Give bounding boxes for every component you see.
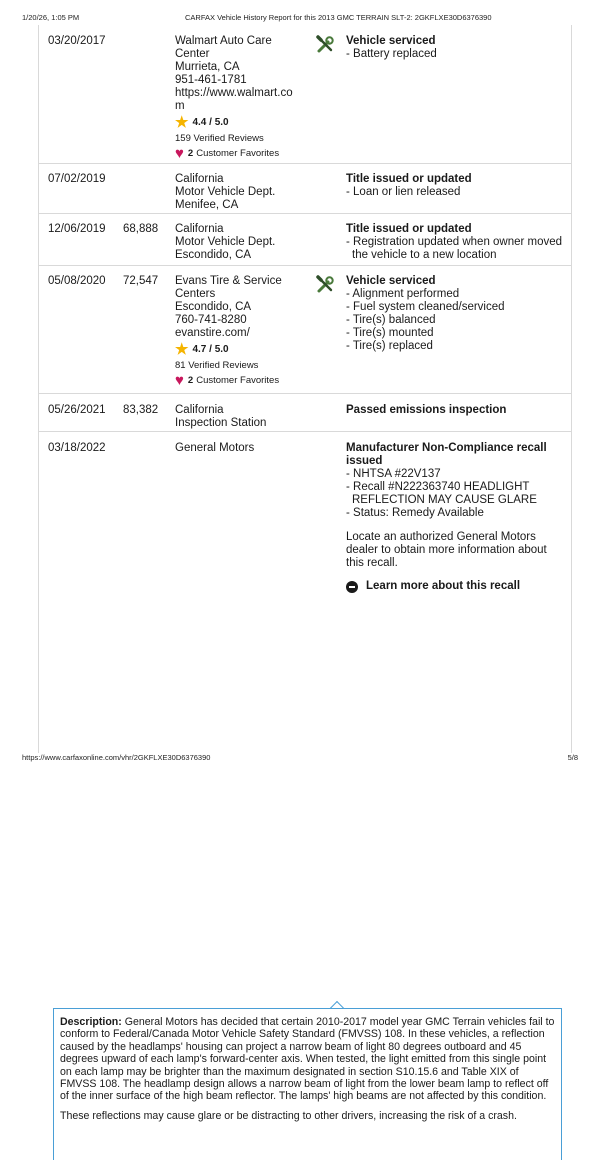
star-icon: ★ [175, 114, 189, 131]
list-item: - Alignment performed [346, 288, 566, 301]
table-row [39, 266, 571, 394]
wrench-screwdriver-icon [315, 275, 337, 299]
recall-description-panel [53, 1008, 562, 1160]
favorites-label: Customer Favorites [196, 375, 280, 386]
record-details [346, 35, 566, 61]
record-date: 03/20/2017 [48, 35, 106, 47]
source-line: California [175, 404, 224, 416]
event-title: Passed emissions inspection [346, 404, 507, 416]
source-line[interactable]: evanstire.com/ [175, 327, 250, 339]
record-source [175, 35, 315, 160]
record-date: 05/26/2021 [48, 404, 106, 416]
table-row [39, 214, 571, 266]
record-source [175, 173, 315, 212]
description-text-2: These reflections may cause glare or be distracting to other drivers, increasing the risk of a crash. [60, 1109, 517, 1122]
record-source [175, 223, 315, 262]
source-line: Menifee, CA [175, 199, 239, 211]
description-text [60, 1016, 555, 1103]
rating-value: 4.7 / 5.0 [192, 344, 229, 355]
source-line[interactable]: m [175, 100, 185, 112]
verified-reviews-link[interactable]: 81 Verified Reviews [175, 360, 259, 371]
rating [175, 343, 315, 356]
table-row [39, 164, 571, 214]
print-footer [22, 753, 578, 762]
list-item: - NHTSA #22V137 [346, 468, 566, 481]
list-item: - Fuel system cleaned/serviced [346, 301, 566, 314]
collapse-icon [346, 581, 358, 593]
list-item: - Status: Remedy Available [346, 507, 566, 520]
record-details [346, 275, 566, 353]
wrench-screwdriver-icon [315, 35, 337, 59]
record-date: 07/02/2019 [48, 173, 106, 185]
event-title: Vehicle serviced [346, 35, 436, 47]
source-line: Motor Vehicle Dept. [175, 186, 276, 198]
record-details [346, 442, 566, 593]
heart-icon: ♥ [175, 145, 184, 162]
source-line: Walmart Auto Care [175, 35, 272, 47]
event-title: Title issued or updated [346, 173, 472, 185]
heart-icon: ♥ [175, 372, 184, 389]
source-line: Evans Tire & Service [175, 275, 282, 287]
page-number: 5/8 [567, 753, 578, 762]
favorites-count: 2 [187, 148, 194, 159]
event-items [346, 236, 566, 262]
record-odometer: 68,888 [123, 223, 159, 235]
learn-more-button[interactable] [346, 580, 566, 593]
source-line: California [175, 223, 224, 235]
source-line: Murrieta, CA [175, 61, 240, 73]
source-line: Escondido, CA [175, 249, 252, 261]
event-title: Title issued or updated [346, 223, 472, 235]
source-line: General Motors [175, 442, 255, 454]
source-line: 951-461-1781 [175, 74, 247, 86]
list-item: - Registration updated when owner moved the vehicle to a new location [346, 236, 566, 262]
list-item: - Loan or lien released [346, 186, 566, 199]
source-line: Escondido, CA [175, 301, 252, 313]
record-details [346, 223, 566, 262]
learn-more-label: Learn more about this recall [366, 580, 521, 592]
event-items [346, 186, 566, 199]
rating [175, 116, 315, 129]
print-datetime: 1/20/26, 1:05 PM [22, 13, 80, 22]
customer-favorites [175, 374, 315, 387]
star-icon: ★ [175, 341, 189, 358]
description-body: General Motors has decided that certain 2010-2017 model year GMC Terrain vehicles fail to conform to Federal/Canada Motor Vehicle Safety Standard (FMVSS) 108. In these vehicles, a reflection caused by the headlamps' housing can project a narrow beam of light 80 degrees outboard and 45 degrees upward of each lamp's forward-center axis. When tested, the light emitted from this single point on each lamp may be brighter than the maximum designated in section S10.15.6 and Table XIX of FMVSS 108. The headlamp design allows a narrow beam of light from the lower beam lamp to reflect off of the inner surface of the high beam reflector. The lamps' high beams are not affected by this condition. [60, 1016, 555, 1103]
rating-value: 4.4 / 5.0 [192, 117, 229, 128]
verified-reviews-link[interactable]: 159 Verified Reviews [175, 133, 264, 144]
source-line[interactable]: https://www.walmart.co [175, 87, 293, 99]
source-line: Inspection Station [175, 417, 267, 429]
list-item: - Recall #N222363740 HEADLIGHT REFLECTION MAY CAUSE GLARE [346, 481, 566, 507]
record-details [346, 173, 566, 199]
event-items [346, 48, 566, 61]
source-line: Motor Vehicle Dept. [175, 236, 276, 248]
source-line: Centers [175, 288, 216, 300]
source-line: 760-741-8280 [175, 314, 247, 326]
print-url: https://www.carfaxonline.com/vhr/2GKFLXE30D6376390 [22, 753, 211, 762]
table-row [39, 394, 571, 432]
customer-favorites [175, 147, 315, 160]
event-title: Manufacturer Non-Compliance recall issued [346, 442, 547, 467]
record-date: 03/18/2022 [48, 442, 106, 454]
source-line: Center [175, 48, 210, 60]
list-item: - Tire(s) replaced [346, 340, 566, 353]
record-details [346, 404, 566, 417]
description-label: Description: [60, 1016, 122, 1028]
print-title: CARFAX Vehicle History Report for this 2013 GMC TERRAIN SLT-2: 2GKFLXE30D6376390 [185, 13, 492, 22]
recall-note: Locate an authorized General Motors dealer to obtain more information about this recall. [346, 531, 547, 569]
record-date: 05/08/2020 [48, 275, 106, 287]
list-item: - Tire(s) balanced [346, 314, 566, 327]
record-odometer: 72,547 [123, 275, 159, 287]
record-source [175, 442, 315, 455]
event-title: Vehicle serviced [346, 275, 436, 287]
favorites-count: 2 [187, 375, 194, 386]
event-items [346, 288, 566, 353]
record-source [175, 404, 315, 430]
source-line: California [175, 173, 224, 185]
event-items [346, 468, 566, 520]
list-item: - Tire(s) mounted [346, 327, 566, 340]
list-item: - Battery replaced [346, 48, 566, 61]
record-odometer: 83,382 [123, 404, 159, 416]
favorites-label: Customer Favorites [196, 148, 280, 159]
table-row [39, 25, 571, 164]
record-source [175, 275, 315, 387]
record-date: 12/06/2019 [48, 223, 106, 235]
